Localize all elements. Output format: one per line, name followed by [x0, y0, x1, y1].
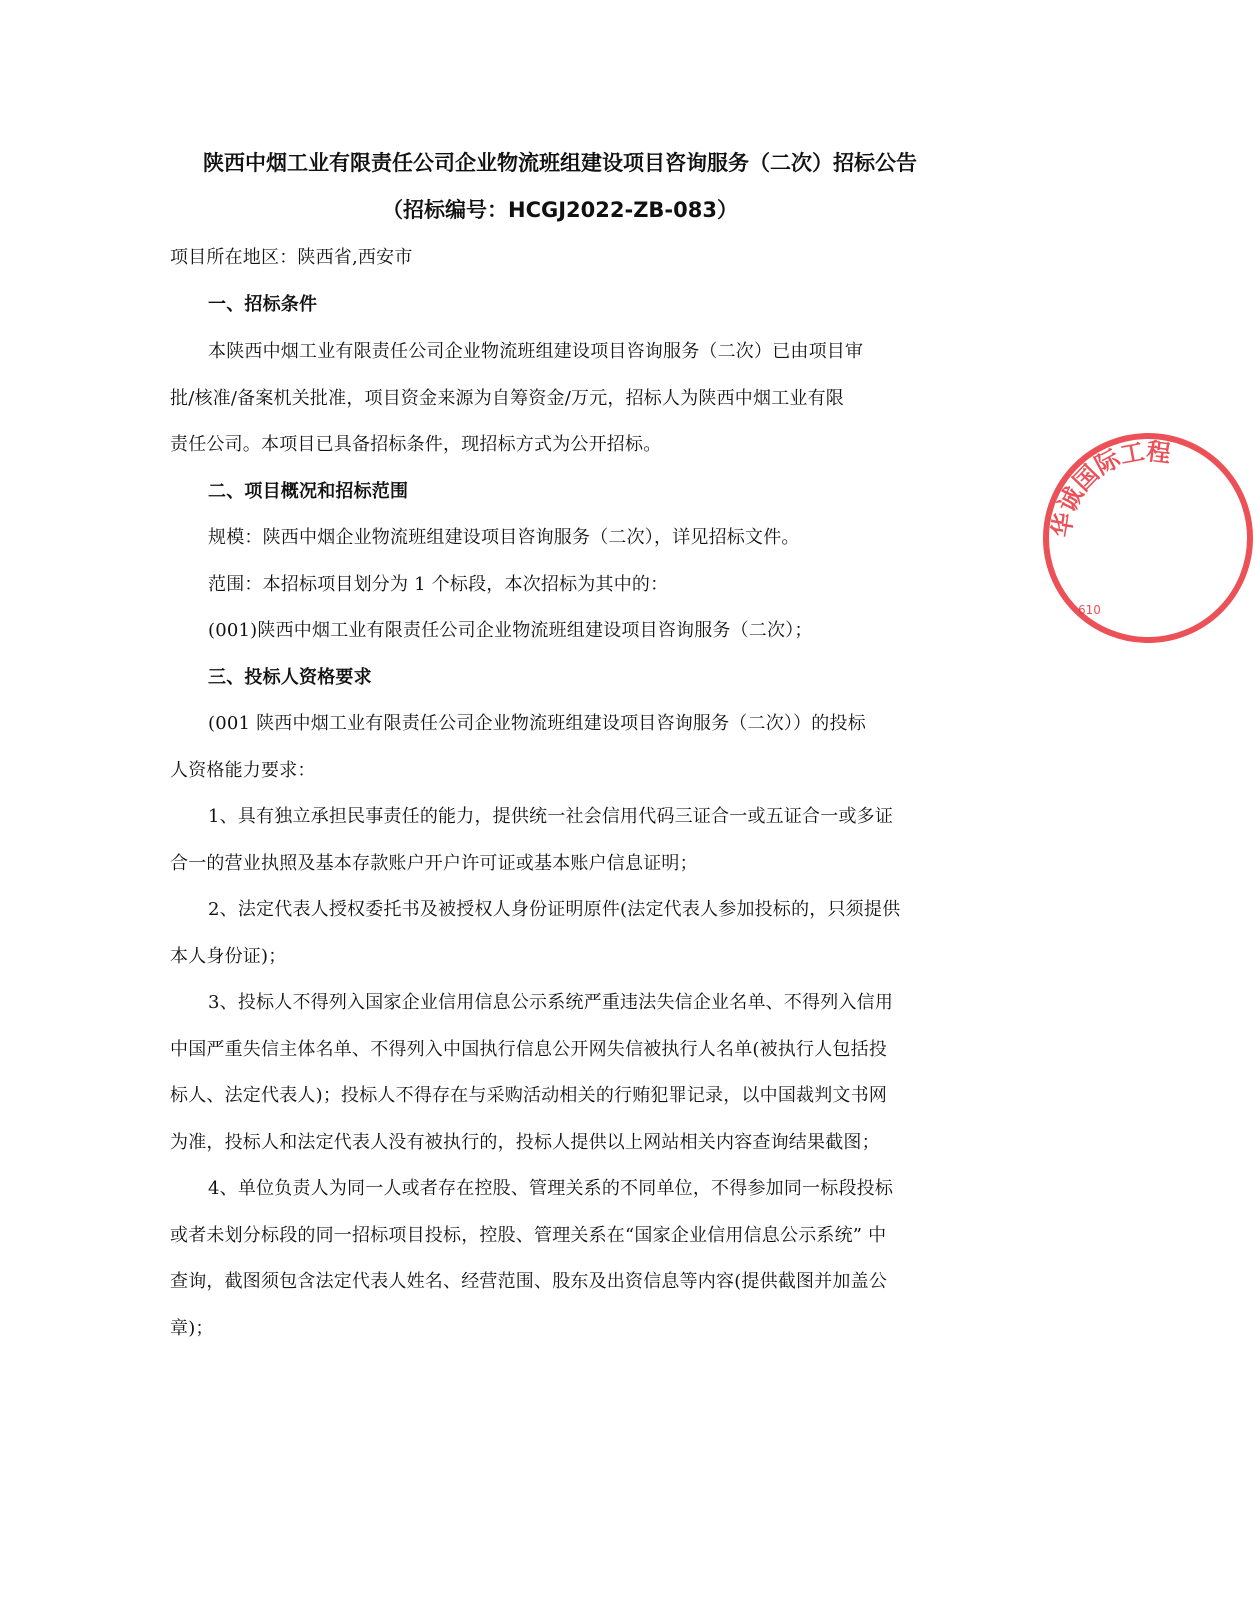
project-scope: 范围：本招标项目划分为 1 个标段，本次招标为其中的：: [208, 574, 669, 595]
paragraph-line: 责任公司。本项目已具备招标条件，现招标方式为公开招标。: [170, 434, 662, 455]
requirement-4: 4、单位负责人为同一人或者存在控股、管理关系的不同单位，不得参加同一标段投标: [208, 1178, 894, 1199]
requirement-1-cont: 合一的营业执照及基本存款账户开户许可证或基本账户信息证明；: [170, 853, 698, 874]
requirement-2-cont: 本人身份证)；: [170, 946, 287, 967]
paragraph-line: 批/核准/备案机关批准，项目资金来源为自筹资金/万元，招标人为陕西中烟工业有限: [170, 388, 844, 409]
svg-text:华诚国际工程: [1047, 437, 1172, 539]
paragraph-line: 本陕西中烟工业有限责任公司企业物流班组建设项目咨询服务（二次）已由项目审: [208, 341, 864, 362]
section-heading-qualifications: 三、投标人资格要求: [208, 667, 372, 688]
requirement-4-cont: 章)；: [170, 1318, 214, 1339]
project-scale: 规模：陕西中烟企业物流班组建设项目咨询服务（二次），详见招标文件。: [208, 527, 800, 548]
company-seal-stamp: [1038, 428, 1258, 648]
tender-number: （招标编号：HCGJ2022-ZB-083）: [382, 198, 738, 222]
lot-item: (001)陕西中烟工业有限责任公司企业物流班组建设项目咨询服务（二次）；: [208, 620, 813, 641]
project-location: 项目所在地区：陕西省,西安市: [170, 247, 413, 268]
paragraph-line: 人资格能力要求：: [170, 760, 316, 781]
requirement-3-cont: 为准，投标人和法定代表人没有被执行的，投标人提供以上网站相关内容查询结果截图；: [170, 1132, 880, 1153]
section-heading-conditions: 一、招标条件: [208, 294, 318, 315]
document-title: 陕西中烟工业有限责任公司企业物流班组建设项目咨询服务（二次）招标公告: [203, 151, 917, 175]
section-heading-overview: 二、项目概况和招标范围: [208, 481, 409, 502]
requirement-3: 3、投标人不得列入国家企业信用信息公示系统严重违法失信企业名单、不得列入信用: [208, 992, 894, 1013]
requirement-3-cont: 标人、法定代表人)；投标人不得存在与采购活动相关的行贿犯罪记录，以中国裁判文书网: [170, 1085, 888, 1106]
requirement-1: 1、具有独立承担民事责任的能力，提供统一社会信用代码三证合一或五证合一或多证: [208, 806, 894, 827]
requirement-4-cont: 或者未划分标段的同一招标项目投标，控股、管理关系在“国家企业信用信息公示系统” 中: [170, 1225, 887, 1246]
paragraph-line: (001 陕西中烟工业有限责任公司企业物流班组建设项目咨询服务（二次））的投标: [208, 713, 866, 734]
seal-text: 华诚国际工程: [1047, 437, 1173, 539]
requirement-3-cont: 中国严重失信主体名单、不得列入中国执行信息公开网失信被执行人名单(被执行人包括投: [170, 1039, 888, 1060]
seal-code: 610: [1078, 603, 1101, 617]
requirement-2: 2、法定代表人授权委托书及被授权人身份证明原件(法定代表人参加投标的，只须提供: [208, 899, 901, 920]
requirement-4-cont: 查询，截图须包含法定代表人姓名、经营范围、股东及出资信息等内容(提供截图并加盖公: [170, 1271, 888, 1292]
